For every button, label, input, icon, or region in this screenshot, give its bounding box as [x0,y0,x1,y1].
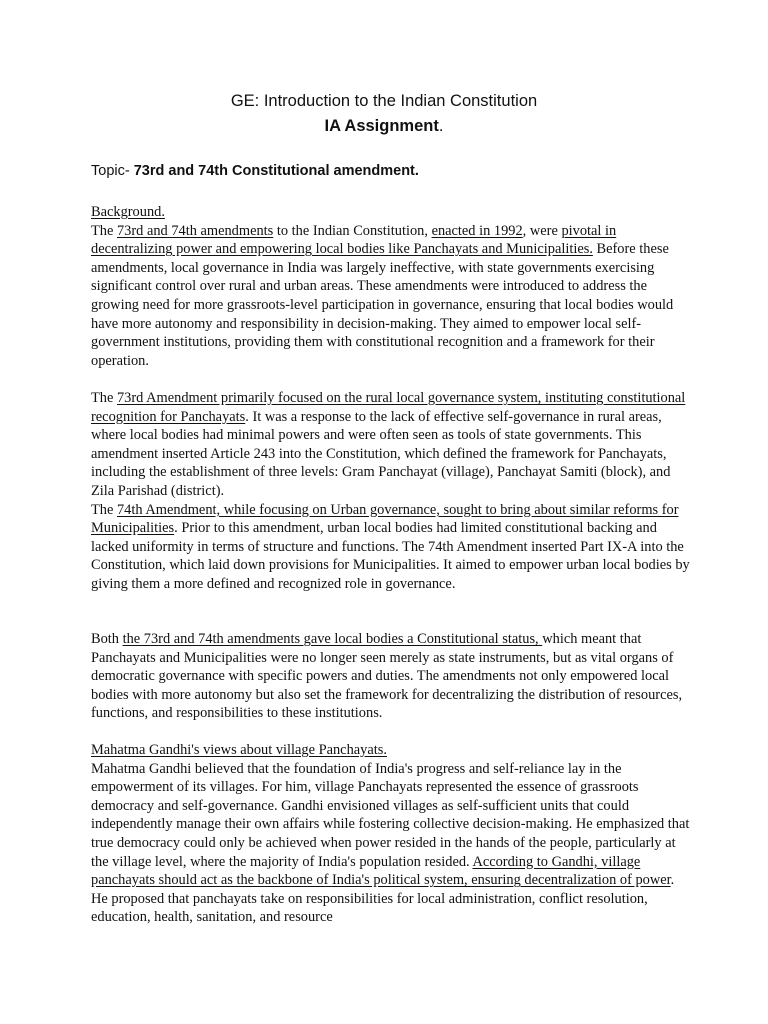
topic-line [91,163,419,179]
underlined-text: enacted in 1992 [431,222,523,239]
background-heading: Background. [91,204,165,220]
background-paragraph-4: Both the 73rd and 74th amendments gave local bodies a Constitutional status, which meant that Panchayats and Municipalities were no longer seen merely as state instruments, but as vital organs of democratic governance with specific powers and duties. The amendments not only empowered local bodies with more autonomy but also set the framework for decentralizing the distribution of resources, functions, and responsibilities to these institutions. [91,631,683,722]
background-paragraph-2: The 73rd Amendment primarily focused on the rural local governance system, instituting constitutional recognition for Panchayats. It was a response to the lack of effective self-governance in rural areas, where local bodies had minimal powers and were often seen as tools of state governments. This amendment inserted Article 243 into the Constitution, which defined the framework for Panchayats, including the establishment of three levels: Gram Panchayat (village), Panchayat Samiti (block), and Zila Parishad (district). [91,390,686,499]
subtitle-text: IA Assignment [324,117,439,135]
gandhi-section [91,741,691,927]
underlined-text: 74th Amendment, while focusing on Urban governance, sought to bring about similar reforms for Municipalities [91,501,679,537]
underlined-text: 73rd Amendment primarily focused on the rural local governance system, instituting constitutional recognition for Panchayats [91,390,686,425]
document-subtitle [0,117,768,136]
background-paragraph-1: The 73rd and 74th amendments to the Indian Constitution, enacted in 1992, were pivotal in decentralizing power and empowering local bodies like Panchayats and Municipalities. Before these amendments, local governance in India was largely ineffective, with state governments exercising significant control over rural and urban areas. These amendments were introduced to address the growing need for more grassroots-level participation in governance, ensuring that local bodies would have more autonomy and responsibility in decision-making. They aimed to empower local self- government institutions, providing them with constitutional recognition and a framework for their operation. [91,222,674,369]
underlined-text: the 73rd and 74th amendments gave local bodies a Constitutional status, [122,631,543,647]
subtitle-dot: . [438,117,444,135]
underlined-text: 73rd and 74th amendments [116,222,274,239]
gandhi-paragraph-1: Mahatma Gandhi believed that the foundation of India's progress and self-reliance lay in the empowerment of its villages. For him, village Panchayats represented the essence of grassroots democracy and self-governance. Gandhi envisioned villages as self-sufficient units that could independently manage their own affairs while fostering collective decision-making. He emphasized that true democracy could only be achieved when power resided in the hands of the people, particularly at the village level, where the majority of India's population resided. According to Gandhi, village panchayats should act as the backbone of India's political system, ensuring decentralization of power. He proposed that panchayats take on responsibilities for local administration, conflict resolution, education, health, sanitation, and resource [91,760,690,926]
topic-label: Topic- [91,163,134,179]
constitutional-status-section [91,630,691,723]
gandhi-heading: Mahatma Gandhi's views about village Panchayats. [91,742,387,758]
background-section [91,203,691,370]
topic-text: 73rd and 74th Constitutional amendment. [133,163,419,179]
underlined-text: According to Gandhi, village panchayats should act as the backbone of India's political system, ensuring decentralization of power [91,853,671,889]
document-title: GE: Introduction to the Indian Constitution [230,92,538,110]
underlined-text: pivotal in decentralizing power and empowering local bodies like Panchayats and Municipalities. [91,222,617,258]
amendments-section [91,389,691,594]
background-paragraph-3: The 74th Amendment, while focusing on Urban governance, sought to bring about similar reforms for Municipalities. Prior to this amendment, urban local bodies had limited constitutional backing and lacked uniformity in terms of structure and functions. The 74th Amendment inserted Part IX-A into the Constitution, which laid down provisions for Municipalities. It aimed to empower urban local bodies by giving them a more defined and recognized role in governance. [91,501,690,592]
